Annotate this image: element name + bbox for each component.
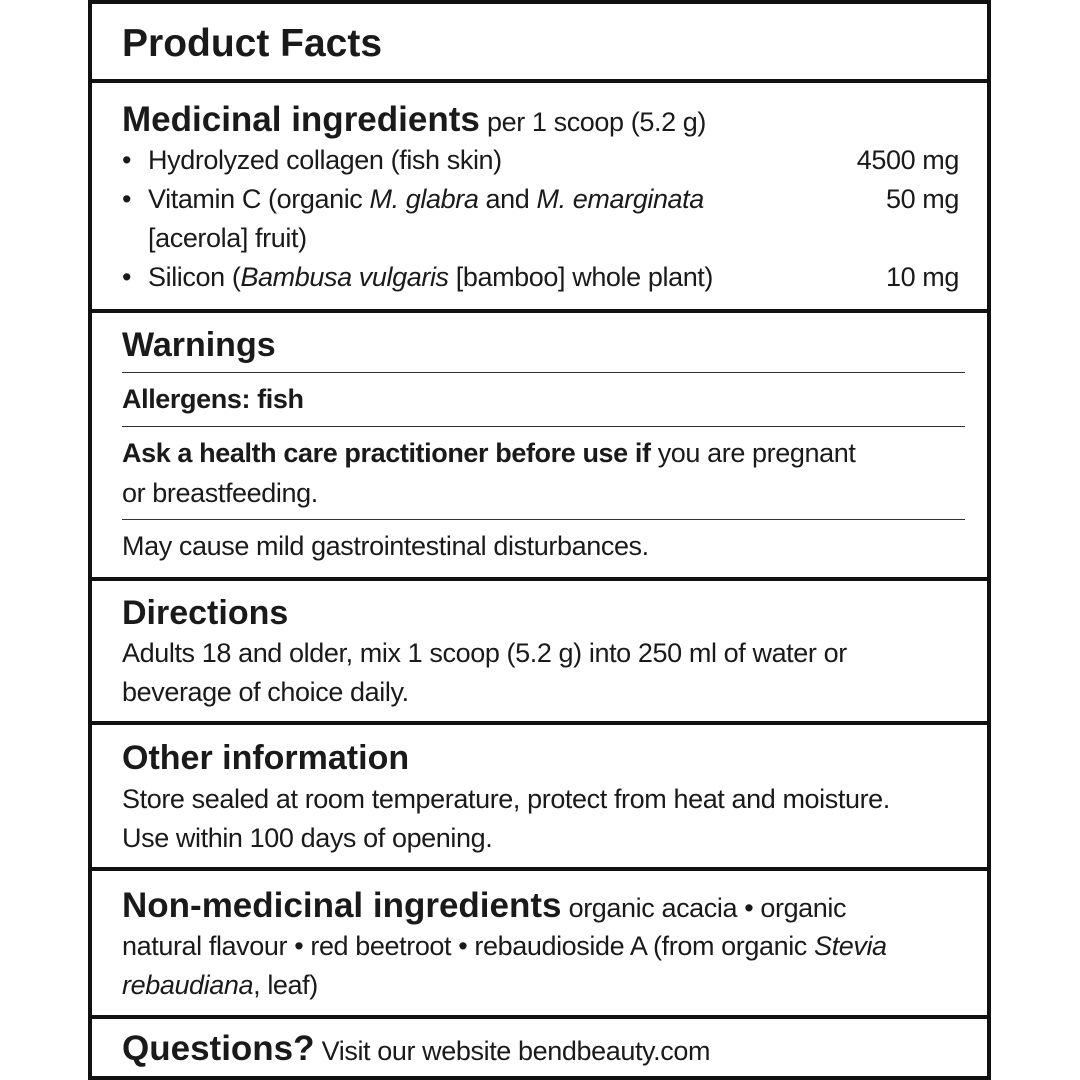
ingredient-row	[122, 145, 959, 176]
section-divider	[92, 1015, 987, 1019]
thin-divider	[122, 519, 965, 520]
questions-heading: Questions?	[122, 1029, 315, 1068]
ingredient-name: Hydrolyzed collagen (fish skin)	[148, 145, 502, 175]
section-divider	[92, 79, 987, 83]
nonmedicinal-text: , leaf)	[253, 970, 318, 1000]
warning-ask-line2: or breastfeeding.	[122, 478, 318, 508]
nonmedicinal-heading: Non-medicinal ingredients	[122, 886, 562, 925]
section-divider	[92, 309, 987, 313]
thin-divider	[122, 426, 965, 427]
bullet: •	[122, 184, 132, 214]
medicinal-heading-line	[122, 100, 706, 140]
species-name: M. emarginata	[536, 184, 704, 214]
warning-ask-bold: Ask a health care practitioner before use if	[122, 438, 651, 468]
ingredient-amount: 50 mg	[885, 184, 959, 214]
ingredient-name: Silicon (	[148, 262, 241, 292]
nonmedicinal-text: organic acacia • organic	[561, 893, 847, 923]
directions-line: beverage of choice daily.	[122, 677, 409, 707]
directions-heading: Directions	[122, 594, 289, 632]
ingredient-continuation: [acerola] fruit)	[148, 223, 307, 253]
questions-line	[122, 1029, 710, 1069]
ingredient-name-part: and	[478, 184, 537, 214]
ingredient-row	[122, 184, 959, 215]
other-info-line: Store sealed at room temperature, protect from heat and moisture.	[122, 784, 890, 814]
ingredient-name-part: [bamboo] whole plant)	[448, 262, 714, 292]
other-info-line: Use within 100 days of opening.	[122, 823, 493, 853]
ingredient-row	[122, 262, 959, 293]
thin-divider	[122, 372, 965, 373]
section-divider	[92, 867, 987, 871]
panel-title: Product Facts	[122, 22, 383, 65]
allergens-text: Allergens: fish	[122, 384, 304, 414]
nonmedicinal-text: natural flavour • red beetroot • rebaudioside A (from organic	[122, 931, 815, 961]
bullet: •	[122, 262, 132, 292]
directions-line: Adults 18 and older, mix 1 scoop (5.2 g) into 250 ml of water or	[122, 638, 847, 668]
warning-gi: May cause mild gastrointestinal disturbances.	[122, 531, 649, 561]
section-divider	[92, 721, 987, 725]
ingredient-amount: 10 mg	[885, 262, 959, 292]
medicinal-serving: per 1 scoop (5.2 g)	[486, 107, 706, 137]
nonmedicinal-line	[122, 970, 318, 1001]
product-facts-panel	[88, 0, 991, 1080]
bullet: •	[122, 145, 132, 175]
section-divider	[92, 577, 987, 581]
species-name: Bambusa vulgaris	[240, 262, 449, 292]
species-name: Stevia	[814, 931, 887, 961]
species-name: M. glabra	[369, 184, 479, 214]
warnings-heading: Warnings	[122, 326, 276, 364]
warning-ask-line	[122, 438, 855, 469]
warning-ask-rest: you are pregnant	[650, 438, 856, 468]
medicinal-heading: Medicinal ingredients	[122, 100, 480, 139]
species-name: rebaudiana	[122, 970, 254, 1000]
nonmedicinal-line	[122, 931, 887, 962]
other-info-heading: Other information	[122, 739, 410, 777]
nonmedicinal-line	[122, 886, 846, 926]
ingredient-name: Vitamin C (organic	[148, 184, 370, 214]
ingredient-amount: 4500 mg	[856, 145, 959, 175]
questions-text: Visit our website bendbeauty.com	[314, 1036, 711, 1066]
